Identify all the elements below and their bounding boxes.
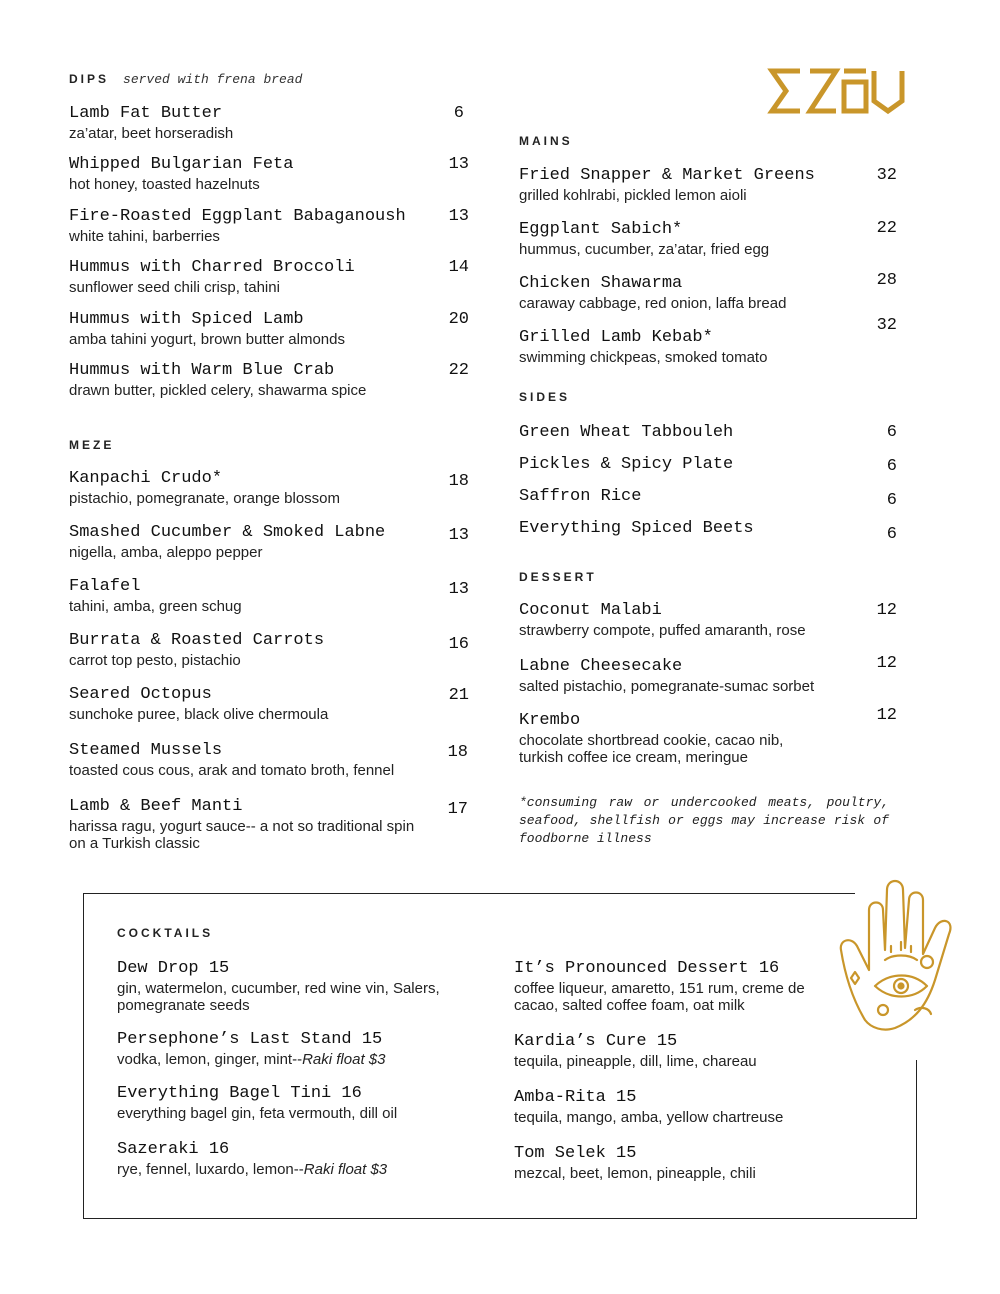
item-desc [117, 1161, 457, 1178]
item-name: Fried Snapper & Market Greens [519, 166, 815, 185]
dips-item [69, 207, 406, 245]
item-desc: gin, watermelon, cucumber, red wine vin, Salers, pomegranate seeds [117, 980, 440, 1014]
sides-item [519, 455, 733, 475]
item-name: Saffron Rice [519, 487, 642, 506]
item-name: It’s Pronounced Dessert 16 [514, 959, 780, 978]
dessert-section-title: DESSERT [519, 570, 597, 584]
item-desc: tequila, pineapple, dill, lime, chareau [514, 1053, 757, 1070]
item-name: Everything Spiced Beets [519, 519, 754, 538]
mains-item [519, 166, 815, 204]
item-name: Eggplant Sabich* [519, 220, 683, 239]
item-price: 6 [453, 104, 464, 123]
item-name: Seared Octopus [69, 685, 212, 704]
item-price: 13 [448, 580, 469, 599]
dips-item [69, 361, 366, 399]
dessert-item [519, 657, 814, 695]
meze-item [69, 797, 419, 852]
item-price: 6 [886, 423, 897, 442]
item-name: Krembo [519, 711, 581, 730]
item-price: 17 [447, 800, 468, 819]
item-price: 13 [448, 207, 469, 226]
item-desc: chocolate shortbread cookie, cacao nib, turkish coffee ice cream, meringue [519, 732, 784, 766]
dips-item [69, 258, 355, 296]
item-desc: hummus, cucumber, za’atar, fried egg [519, 241, 770, 258]
item-price: 22 [448, 361, 469, 380]
item-desc: strawberry compote, puffed amaranth, rose [519, 622, 806, 639]
item-price: 12 [876, 601, 897, 620]
item-name: Hummus with Spiced Lamb [69, 310, 304, 329]
hamsa-hand-icon [835, 870, 975, 1045]
item-desc: harissa ragu, yogurt sauce-- a not so traditional spin on a Turkish classic [69, 818, 415, 852]
item-desc: grilled kohlrabi, pickled lemon aioli [519, 187, 747, 204]
item-name: Hummus with Warm Blue Crab [69, 361, 335, 380]
meze-item [69, 685, 328, 723]
item-desc: carrot top pesto, pistachio [69, 652, 241, 669]
item-price: 12 [876, 654, 897, 673]
cocktail-item [117, 959, 447, 1014]
item-desc: toasted cous cous, arak and tomato broth, fennel [69, 762, 395, 779]
meze-section-title: MEZE [69, 438, 115, 452]
cocktail-item [514, 959, 844, 1014]
item-price: 16 [448, 635, 469, 654]
cocktail-item [117, 1140, 457, 1178]
item-desc: tahini, amba, green schug [69, 598, 242, 615]
cocktail-item [117, 1030, 457, 1068]
item-name: Coconut Malabi [519, 601, 662, 620]
item-name: Steamed Mussels [69, 741, 223, 760]
meze-item [69, 523, 385, 561]
item-desc: pistachio, pomegranate, orange blossom [69, 490, 340, 507]
item-desc: za’atar, beet horseradish [69, 125, 234, 142]
mains-item [519, 328, 767, 366]
item-name: Falafel [69, 577, 141, 596]
dessert-item [519, 601, 806, 639]
mains-item [519, 220, 769, 258]
item-price: 6 [886, 525, 897, 544]
item-desc: sunchoke puree, black olive chermoula [69, 706, 329, 723]
sides-item [519, 487, 641, 507]
item-desc-text: vodka, lemon, ginger, mint-- [117, 1051, 303, 1068]
item-desc: tequila, mango, amba, yellow chartreuse [514, 1109, 784, 1126]
item-name: Chicken Shawarma [519, 274, 683, 293]
item-name: Grilled Lamb Kebab* [519, 328, 713, 347]
sides-item [519, 423, 733, 443]
item-price: 32 [876, 166, 897, 185]
item-desc: white tahini, barberries [69, 228, 220, 245]
item-desc: everything bagel gin, feta vermouth, dill oil [117, 1105, 398, 1122]
item-price: 14 [448, 258, 469, 277]
item-name: Pickles & Spicy Plate [519, 455, 734, 474]
item-name: Sazeraki 16 [117, 1140, 230, 1159]
meze-item [69, 469, 340, 507]
item-name: Everything Bagel Tini 16 [117, 1084, 362, 1103]
item-name: Hummus with Charred Broccoli [69, 258, 355, 277]
item-name: Kanpachi Crudo* [69, 469, 223, 488]
item-name: Whipped Bulgarian Feta [69, 155, 294, 174]
item-price: 6 [886, 491, 897, 510]
sides-item [519, 519, 754, 539]
mains-section-title: MAINS [519, 134, 573, 148]
meze-item [69, 577, 242, 615]
dips-item [69, 310, 345, 348]
item-price: 20 [448, 310, 469, 329]
item-name: Kardia’s Cure 15 [514, 1032, 678, 1051]
ezov-logo [766, 66, 906, 116]
raki-float-note: Raki float $3 [302, 1051, 386, 1068]
item-desc: nigella, amba, aleppo pepper [69, 544, 263, 561]
item-name: Persephone’s Last Stand 15 [117, 1030, 383, 1049]
item-price: 12 [876, 706, 897, 725]
item-desc-text: rye, fennel, luxardo, lemon-- [117, 1161, 304, 1178]
item-price: 13 [448, 155, 469, 174]
item-desc: coffee liqueur, amaretto, 151 rum, creme de cacao, salted coffee foam, oat milk [514, 980, 805, 1014]
logo-text: EZOV [836, 115, 839, 116]
cocktail-item [117, 1084, 457, 1122]
item-name: Smashed Cucumber & Smoked Labne [69, 523, 386, 542]
item-price: 18 [448, 472, 469, 491]
item-name: Amba-Rita 15 [514, 1088, 637, 1107]
item-desc: amba tahini yogurt, brown butter almonds [69, 331, 345, 348]
item-price: 13 [448, 526, 469, 545]
item-desc: caraway cabbage, red onion, laffa bread [519, 295, 787, 312]
dips-title: DIPS [69, 72, 110, 86]
cocktail-item [514, 1088, 844, 1126]
item-name: Tom Selek 15 [514, 1144, 637, 1163]
item-name: Lamb Fat Butter [69, 104, 223, 123]
item-price: 18 [447, 743, 468, 762]
item-name: Fire-Roasted Eggplant Babaganoush [69, 207, 406, 226]
cocktails-section-title: COCKTAILS [117, 926, 214, 940]
dips-item [69, 155, 293, 193]
item-name: Burrata & Roasted Carrots [69, 631, 325, 650]
item-desc: sunflower seed chili crisp, tahini [69, 279, 280, 296]
cocktail-item [514, 1032, 844, 1070]
item-desc [117, 1051, 457, 1068]
raki-float-note: Raki float $3 [303, 1161, 388, 1178]
item-name: Dew Drop 15 [117, 959, 230, 978]
item-price: 32 [876, 316, 897, 335]
item-desc: salted pistachio, pomegranate-sumac sorbet [519, 678, 815, 695]
item-price: 22 [876, 219, 897, 238]
dips-note: served with frena bread [123, 72, 303, 87]
meze-item [69, 631, 324, 669]
item-name: Lamb & Beef Manti [69, 797, 243, 816]
item-price: 28 [876, 271, 897, 290]
sides-section-title: SIDES [519, 390, 571, 404]
item-name: Labne Cheesecake [519, 657, 683, 676]
item-price: 6 [886, 457, 897, 476]
dips-item [69, 104, 233, 142]
item-desc: drawn butter, pickled celery, shawarma spice [69, 382, 367, 399]
dessert-item [519, 711, 819, 766]
item-name: Green Wheat Tabbouleh [519, 423, 734, 442]
cocktail-item [514, 1144, 844, 1182]
meze-item [69, 741, 394, 779]
item-price: 21 [448, 686, 469, 705]
dips-section-title [69, 72, 302, 87]
raw-food-disclaimer: *consuming raw or undercooked meats, poultry, seafood, shellfish or eggs may increase risk of foodborne illness [519, 795, 889, 846]
item-desc: swimming chickpeas, smoked tomato [519, 349, 768, 366]
mains-item [519, 274, 786, 312]
item-desc: mezcal, beet, lemon, pineapple, chili [514, 1165, 756, 1182]
item-desc: hot honey, toasted hazelnuts [69, 176, 260, 193]
